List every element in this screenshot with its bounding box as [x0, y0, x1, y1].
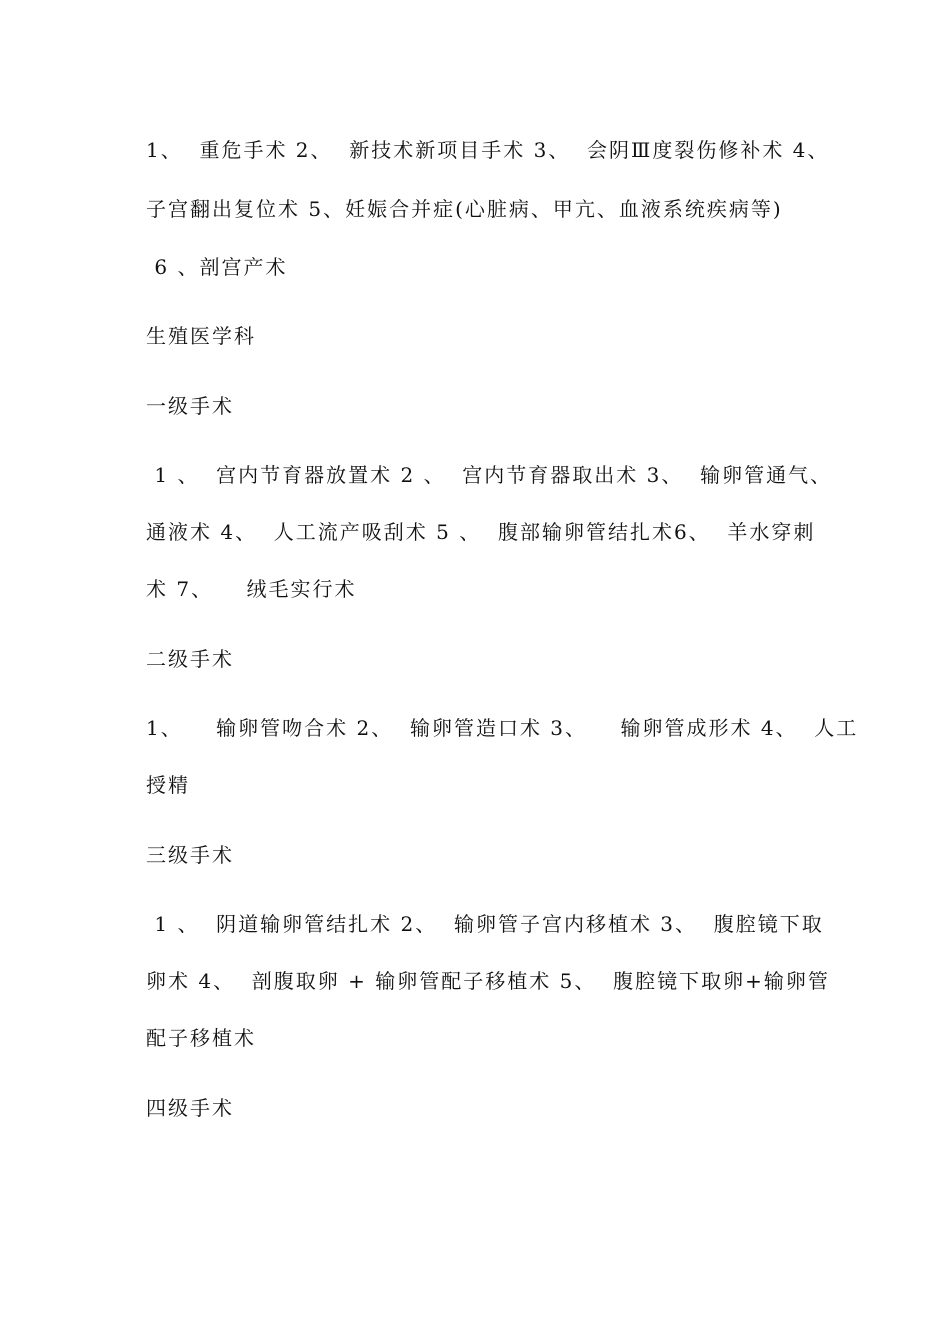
section-heading-level-1: 一级手术 [146, 394, 234, 418]
text-line-obstetrics-list-1: 1、 重危手术 2、 新技术新项目手术 3、 会阴Ⅲ度裂伤修补术 4、 [146, 138, 830, 162]
section-heading-level-3: 三级手术 [146, 843, 234, 867]
text-line-level-3-list-2: 卵术 4、 剖腹取卵 + 输卵管配子移植术 5、 腹腔镜下取卵+输卵管 [146, 969, 830, 993]
text-line-level-1-list-3: 术 7、 绒毛实行术 [146, 577, 357, 601]
section-heading-department: 生殖医学科 [146, 324, 256, 348]
section-heading-level-2: 二级手术 [146, 647, 234, 671]
text-line-obstetrics-list-2: 子宫翻出复位术 5、妊娠合并症(心脏病、甲亢、血液系统疾病等) [146, 197, 783, 221]
text-line-level-1-list-1: 1 、 宫内节育器放置术 2 、 宫内节育器取出术 3、 输卵管通气、 [146, 463, 833, 487]
text-line-level-1-list-2: 通液术 4、 人工流产吸刮术 5 、 腹部输卵管结扎术6、 羊水穿刺 [146, 520, 816, 544]
text-line-level-3-list-1: 1 、 阴道输卵管结扎术 2、 输卵管子宫内移植术 3、 腹腔镜下取 [146, 912, 824, 936]
section-heading-level-4: 四级手术 [146, 1096, 234, 1120]
text-line-level-2-list-1: 1、 输卵管吻合术 2、 输卵管造口术 3、 输卵管成形术 4、 人工 [146, 716, 859, 740]
text-line-obstetrics-list-3: 6 、剖宫产术 [146, 255, 288, 279]
text-line-level-2-list-2: 授精 [146, 773, 190, 797]
text-line-level-3-list-3: 配子移植术 [146, 1026, 256, 1050]
